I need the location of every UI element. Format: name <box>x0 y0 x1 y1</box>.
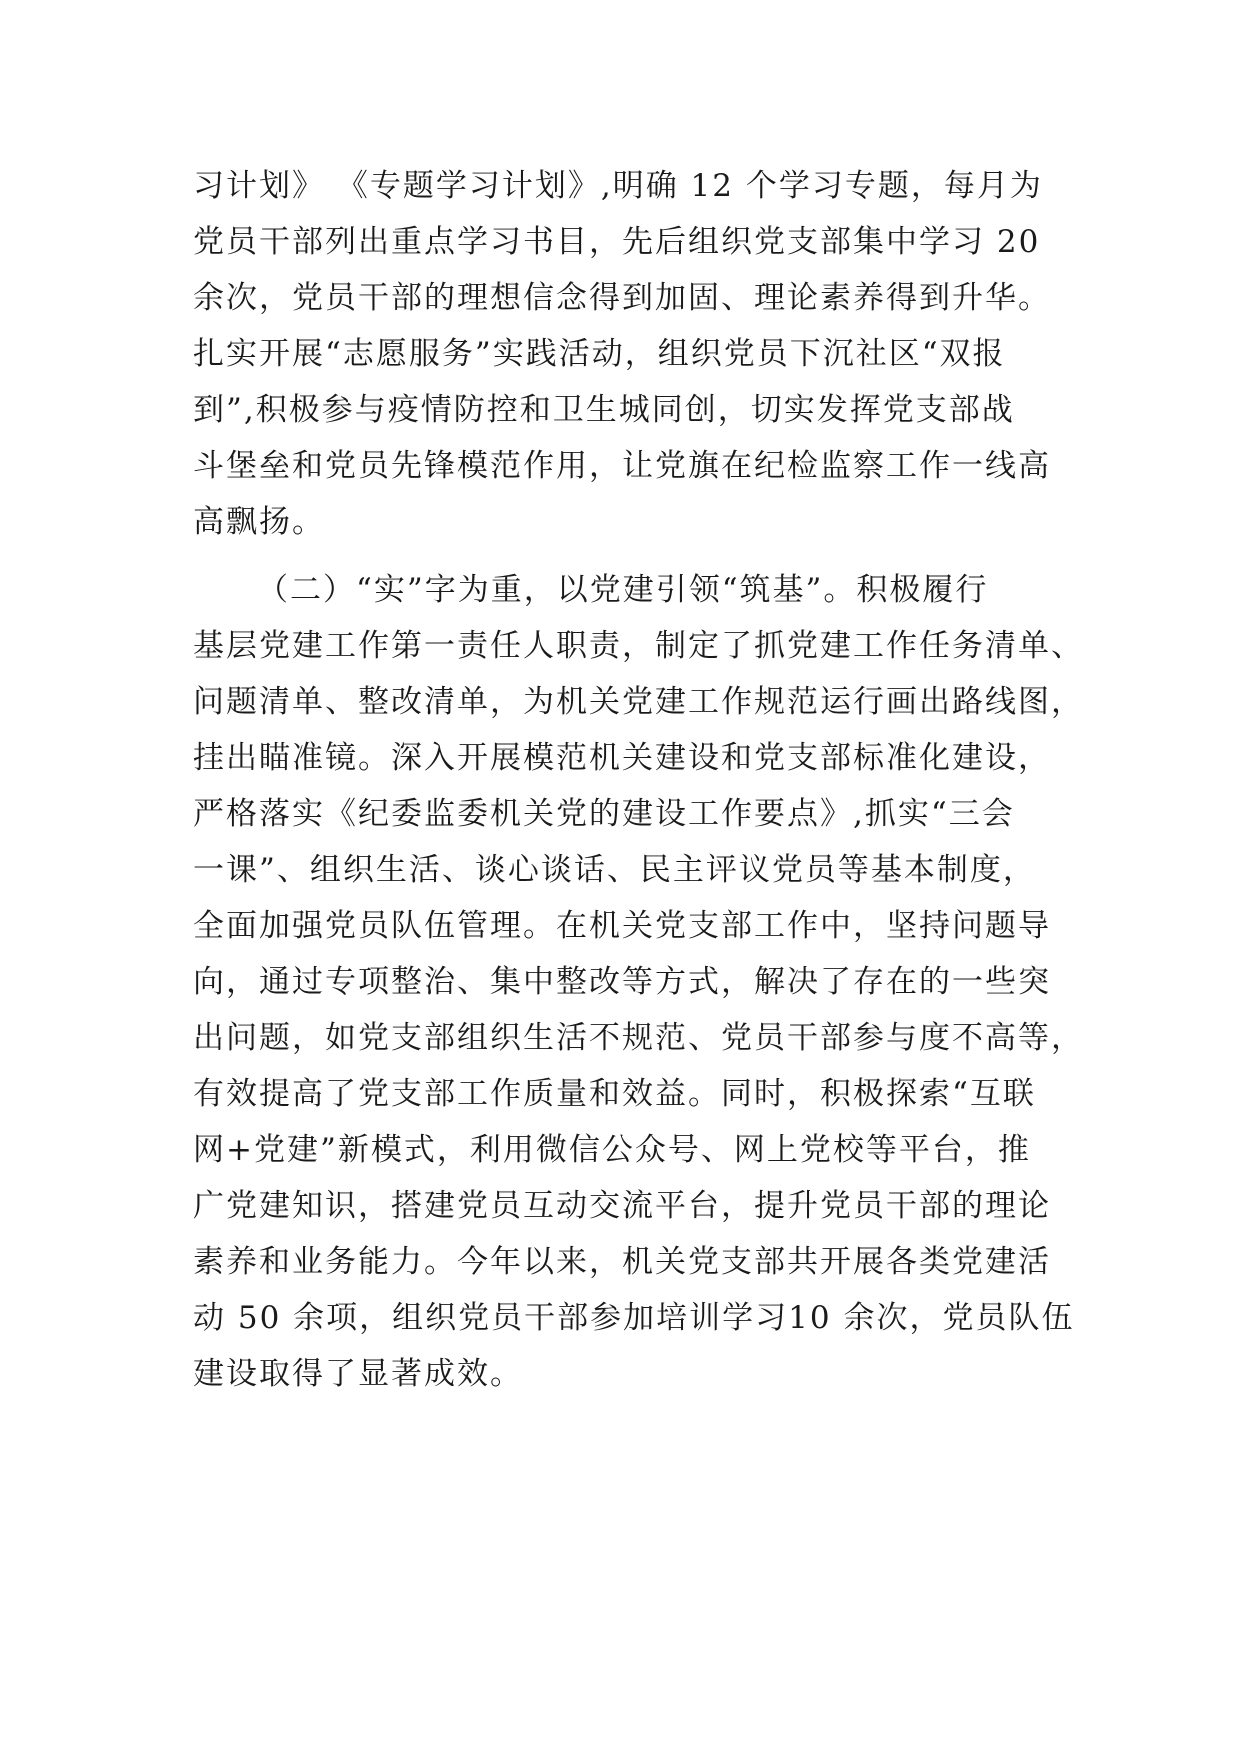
paragraph-gap <box>193 550 1053 562</box>
text-line: 基层党建工作第一责任人职责，制定了抓党建工作任务清单、 <box>193 628 1084 664</box>
text-line: 问题清单、整改清单，为机关党建工作规范运行画出路线图， <box>193 684 1084 720</box>
paragraph-study-plan <box>193 158 1053 550</box>
section-heading-line: （二）“实”字为重，以党建引领“筑基”。积极履行 <box>257 572 989 608</box>
text-line: 广党建知识，搭建党员互动交流平台，提升党员干部的理论 <box>193 1188 1051 1224</box>
text-line: 一课”、组织生活、谈心谈话、民主评议党员等基本制度， <box>193 852 1036 888</box>
paragraph-section-two <box>193 562 1084 1402</box>
text-line: 高飘扬。 <box>193 504 325 540</box>
text-line: 动 50 余项，组织党员干部参加培训学习10 余次，党员队伍 <box>193 1300 1075 1336</box>
text-line: 全面加强党员队伍管理。在机关党支部工作中，坚持问题导 <box>193 908 1051 944</box>
text-line: 建设取得了显著成效。 <box>193 1356 523 1392</box>
text-line: 斗堡垒和党员先锋模范作用，让党旗在纪检监察工作一线高 <box>193 448 1051 484</box>
text-line: 素养和业务能力。今年以来，机关党支部共开展各类党建活 <box>193 1244 1051 1280</box>
text-line: 出问题，如党支部组织生活不规范、党员干部参与度不高等， <box>193 1020 1084 1056</box>
text-line: 挂出瞄准镜。深入开展模范机关建设和党支部标准化建设， <box>193 740 1051 776</box>
text-line: 向，通过专项整治、集中整改等方式，解决了存在的一些突 <box>193 964 1051 1000</box>
text-line: 到”,积极参与疫情防控和卫生城同创，切实发挥党支部战 <box>193 392 1015 428</box>
text-line: 有效提高了党支部工作质量和效益。同时，积极探索“互联 <box>193 1076 1036 1112</box>
text-line: 余次，党员干部的理想信念得到加固、理论素养得到升华。 <box>193 280 1051 316</box>
text-line: 网+党建”新模式，利用微信公众号、网上党校等平台，推 <box>193 1132 1031 1168</box>
text-line: 扎实开展“志愿服务”实践活动，组织党员下沉社区“双报 <box>193 336 1006 372</box>
body-text <box>193 158 1084 1402</box>
text-line: 党员干部列出重点学习书目，先后组织党支部集中学习 20 <box>193 224 1041 260</box>
text-line: 严格落实《纪委监委机关党的建设工作要点》,抓实“三会 <box>193 796 1015 832</box>
text-line: 习计划》 《专题学习计划》,明确 12 个学习专题，每月为 <box>193 168 1043 204</box>
